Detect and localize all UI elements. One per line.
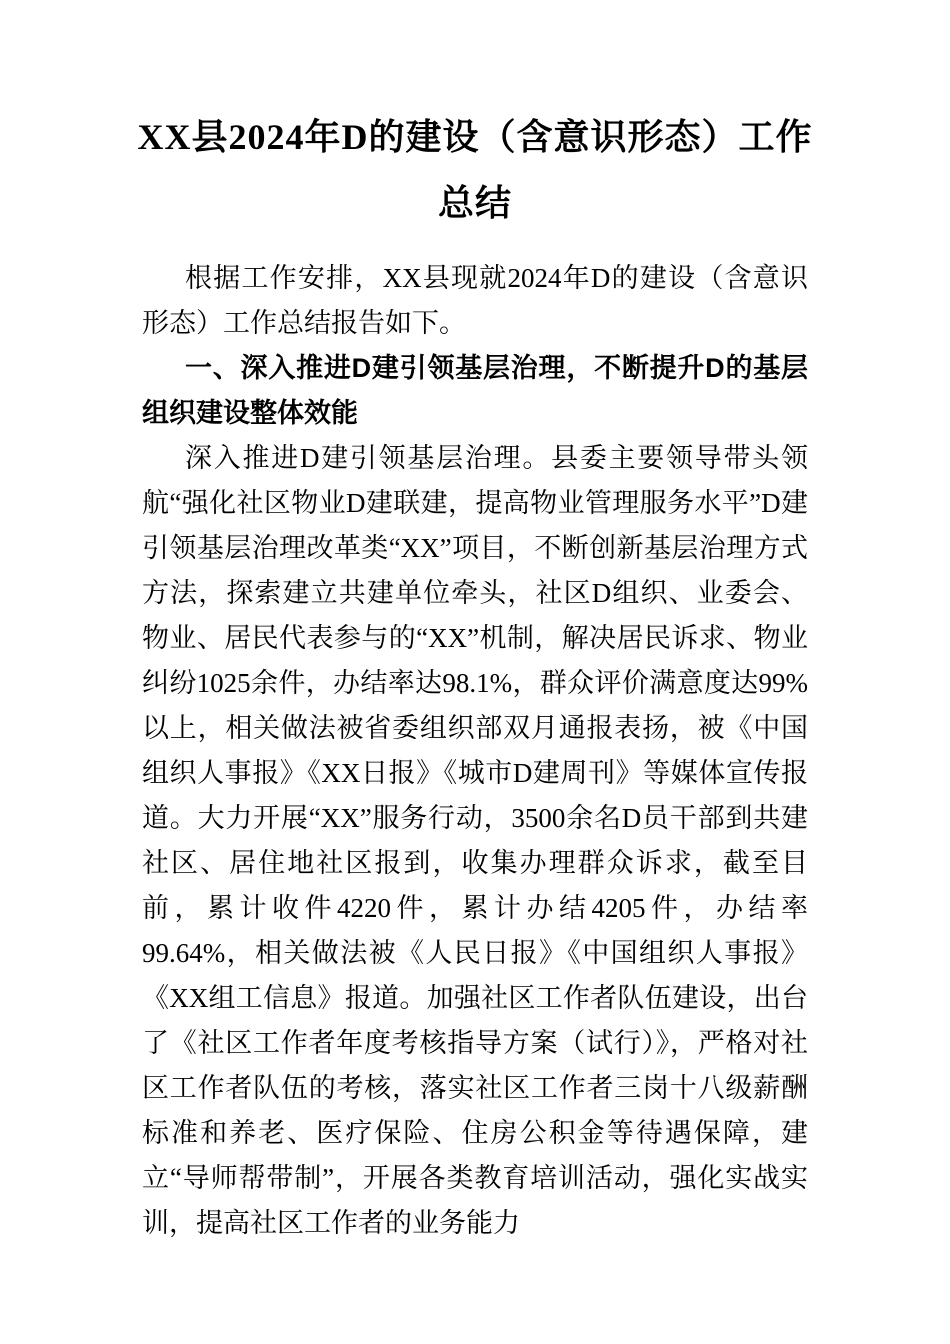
document-title: XX县2024年D的建设（含意识形态）工作总结 (137, 117, 813, 223)
document-body (142, 256, 808, 1246)
intro-paragraph: 根据工作安排，XX县现就2024年D的建设（含意识形态）工作总结报告如下。 (142, 263, 808, 338)
section-1-paragraph: 深入推进D建引领基层治理。县委主要领导带头领航“强化社区物业D建联建，提高物业管理服务水平”D建引领基层治理改革类“XX”项目，不断创新基层治理方式方法，探索建立共建单位牵头，社区D组织、业委会、物业、居民代表参与的“XX”机制，解决居民诉求、物业纠纷1025余件，办结率达98.1%，群众评价满意度达99%以上，相关做法被省委组织部双月通报表扬，被《中国组织人事报》《XX日报》《城市D建周刊》等媒体宣传报道。大力开展“XX”服务行动，3500余名D员干部到共建社区、居住地社区报到，收集办理群众诉求，截至目前，累计收件4220件，累计办结4205件，办结率99.64%，相关做法被《人民日报》《中国组织人事报》《XX组工信息》报道。加强社区工作者队伍建设，出台了《社区工作者年度考核指导方案（试行）》，严格对社区工作者队伍的考核，落实社区工作者三岗十八级薪酬标准和养老、医疗保险、住房公积金等待遇保障，建立“导师帮带制”，开展各类教育培训活动，强化实战实训，提高社区工作者的业务能力 (142, 443, 808, 1238)
section-heading-1: 一、深入推进D建引领基层治理，不断提升D的基层组织建设整体效能 (142, 353, 808, 428)
